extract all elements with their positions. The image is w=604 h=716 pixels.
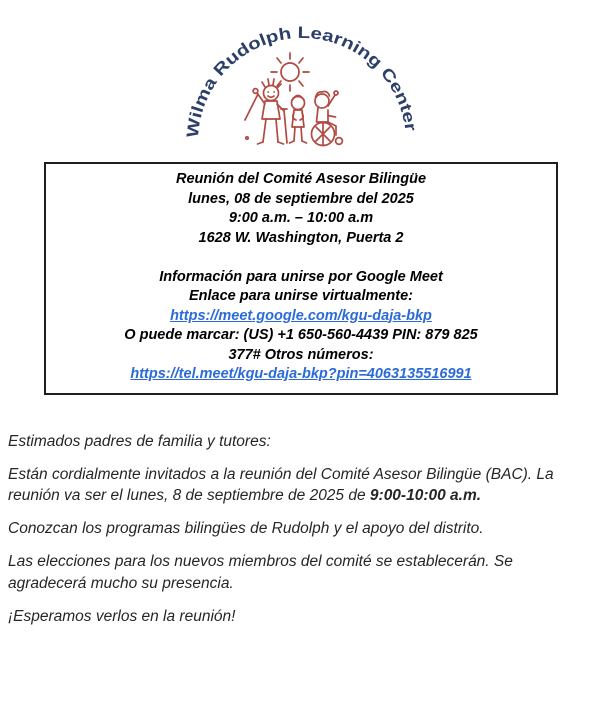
sun-icon — [271, 53, 309, 91]
google-meet-link-line — [54, 307, 548, 327]
children-drawing — [245, 53, 342, 146]
salutation: Estimados padres de familia y tutores: — [8, 432, 271, 450]
invitation-line1: Están cordialmente invitados a la reunión del Comité Asesor Bilingüe (BAC). La — [8, 465, 554, 483]
school-logo-graphic — [185, 26, 420, 158]
letter-body — [8, 431, 584, 628]
school-logo — [0, 0, 604, 158]
meeting-title: Reunión del Comité Asesor Bilingüe — [175, 171, 427, 187]
spacer-line — [54, 248, 548, 268]
logo-arc-text-holder — [185, 26, 420, 139]
meeting-time: 9:00 a.m. – 10:00 a.m — [228, 210, 374, 226]
tel-meet-link-line — [54, 365, 548, 385]
meeting-info-box — [44, 162, 558, 395]
elections-line1: Las elecciones para los nuevos miembros del comité se establecerán. Se — [8, 553, 513, 570]
other-numbers-label: 377# Otros números: — [228, 346, 374, 363]
child-wheelchair-figure — [311, 91, 342, 146]
logo-arc-text: Wilma Rudolph Learning Center — [184, 26, 419, 139]
meet-info-heading: Información para unirse por Google Meet — [159, 268, 443, 285]
invitation-line2: reunión va ser el lunes, 8 de septiembre de 2025 de — [8, 487, 370, 504]
programs-paragraph: Conozcan los programas bilingües de Rudolph y el apoyo del distrito. — [8, 520, 484, 537]
elections-paragraph — [8, 551, 584, 594]
closing-line: ¡Esperamos verlos en la reunión! — [8, 607, 236, 625]
invitation-time-bold: 9:00-10:00 a.m. — [369, 487, 482, 504]
tel-meet-link[interactable]: https://tel.meet/kgu-daja-bkp?pin=4063135516991 — [130, 366, 472, 382]
child-standing-figure — [245, 79, 287, 144]
google-meet-link[interactable]: https://meet.google.com/kgu-daja-bkp — [170, 307, 432, 324]
elections-line2: agradecerá mucho su presencia. — [8, 574, 234, 592]
invitation-paragraph — [8, 464, 584, 507]
meeting-location: 1628 W. Washington, Puerta 2 — [198, 229, 404, 246]
child-middle-figure — [289, 96, 306, 144]
dial-info: O puede marcar: (US) +1 650-560-4439 PIN: 879 825 — [124, 327, 478, 343]
join-virtually-label: Enlace para unirse virtualmente: — [188, 288, 414, 304]
meeting-date: lunes, 08 de septiembre del 2025 — [188, 190, 414, 207]
